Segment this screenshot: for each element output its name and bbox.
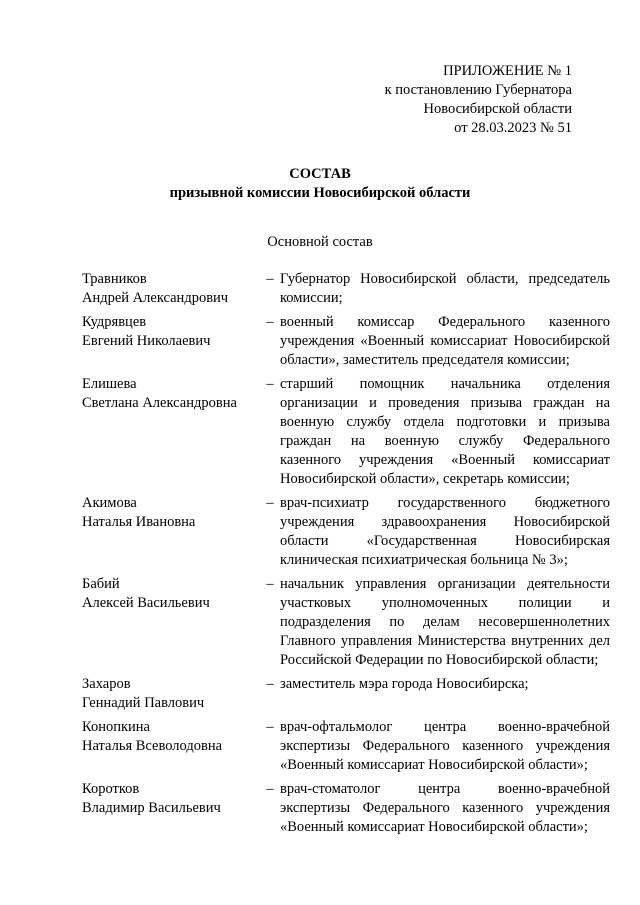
member-given-names: Геннадий Павлович bbox=[82, 695, 205, 711]
member-name bbox=[82, 375, 260, 413]
member-dash: – bbox=[266, 314, 274, 330]
member-row bbox=[82, 575, 610, 670]
member-row bbox=[82, 270, 610, 308]
member-dash: – bbox=[266, 719, 274, 735]
member-position: начальник управления организации деятельности участковых уполномоченных полиции и подразделения по делам несовершеннолетних Главного управления Министерства внутренних дел Российской Федерации по Новосибирской области; bbox=[280, 576, 610, 668]
member-position: врач-стоматолог центра военно-врачебной экспертизы Федерального казенного учреждения «Военный комиссариат Новосибирской области»; bbox=[280, 781, 610, 835]
member-name bbox=[82, 780, 260, 818]
member-name bbox=[82, 718, 260, 756]
member-name bbox=[82, 270, 260, 308]
member-dash: – bbox=[266, 376, 274, 392]
member-row bbox=[82, 780, 610, 837]
member-name bbox=[82, 675, 260, 713]
title-subheading: призывной комиссии Новосибирской области bbox=[169, 185, 471, 201]
member-position: старший помощник начальника отделения организации и проведения призыва граждан на военную службу отдела подготовки и призыва граждан на военную службу Федерального казенного учреждения «Военный комиссариат Новосибирской области», секретарь комиссии; bbox=[280, 376, 610, 487]
member-surname: Захаров bbox=[82, 676, 131, 692]
document-title bbox=[0, 165, 640, 203]
member-row bbox=[82, 675, 610, 713]
member-dash: – bbox=[266, 781, 274, 797]
member-row bbox=[82, 718, 610, 775]
member-given-names: Алексей Васильевич bbox=[82, 595, 210, 611]
appendix-date: от 28.03.2023 № 51 bbox=[454, 120, 572, 136]
members-list bbox=[82, 270, 610, 842]
member-position: Губернатор Новосибирской области, председатель комиссии; bbox=[280, 271, 610, 306]
appendix-reference: к постановлению Губернатора bbox=[384, 82, 572, 98]
member-surname: Акимова bbox=[82, 495, 137, 511]
appendix-number: ПРИЛОЖЕНИЕ № 1 bbox=[443, 63, 572, 79]
member-surname: Кудрявцев bbox=[82, 314, 147, 330]
appendix-region: Новосибирской области bbox=[423, 101, 572, 117]
member-name bbox=[82, 313, 260, 351]
member-surname: Бабий bbox=[82, 576, 120, 592]
member-dash: – bbox=[266, 576, 274, 592]
title-heading: СОСТАВ bbox=[289, 166, 351, 182]
member-row bbox=[82, 313, 610, 370]
member-surname: Елишева bbox=[82, 376, 137, 392]
member-position: врач-психиатр государственного бюджетного учреждения здравоохранения Новосибирской области «Государственная Новосибирская клиническая психиатрическая больница № 3»; bbox=[280, 495, 610, 568]
member-surname: Коротков bbox=[82, 781, 140, 797]
member-dash: – bbox=[266, 495, 274, 511]
member-dash: – bbox=[266, 271, 274, 287]
member-given-names: Светлана Александровна bbox=[82, 395, 237, 411]
member-position: заместитель мэра города Новосибирска; bbox=[280, 676, 529, 692]
member-name bbox=[82, 575, 260, 613]
member-surname: Конопкина bbox=[82, 719, 150, 735]
member-given-names: Наталья Всеволодовна bbox=[82, 738, 223, 754]
member-name bbox=[82, 494, 260, 532]
member-surname: Травников bbox=[82, 271, 147, 287]
member-given-names: Владимир Васильевич bbox=[82, 800, 221, 816]
member-given-names: Андрей Александрович bbox=[82, 290, 229, 306]
member-dash: – bbox=[266, 676, 274, 692]
member-given-names: Наталья Ивановна bbox=[82, 514, 196, 530]
member-row bbox=[82, 494, 610, 570]
member-position: врач-офтальмолог центра военно-врачебной экспертизы Федерального казенного учреждения «Военный комиссариат Новосибирской области»; bbox=[280, 719, 610, 773]
member-position: военный комиссар Федерального казенного учреждения «Военный комиссариат Новосибирской области», заместитель председателя комиссии; bbox=[280, 314, 610, 368]
section-title: Основной состав bbox=[267, 234, 373, 250]
member-row bbox=[82, 375, 610, 489]
appendix-header bbox=[312, 62, 572, 138]
member-given-names: Евгений Николаевич bbox=[82, 333, 211, 349]
